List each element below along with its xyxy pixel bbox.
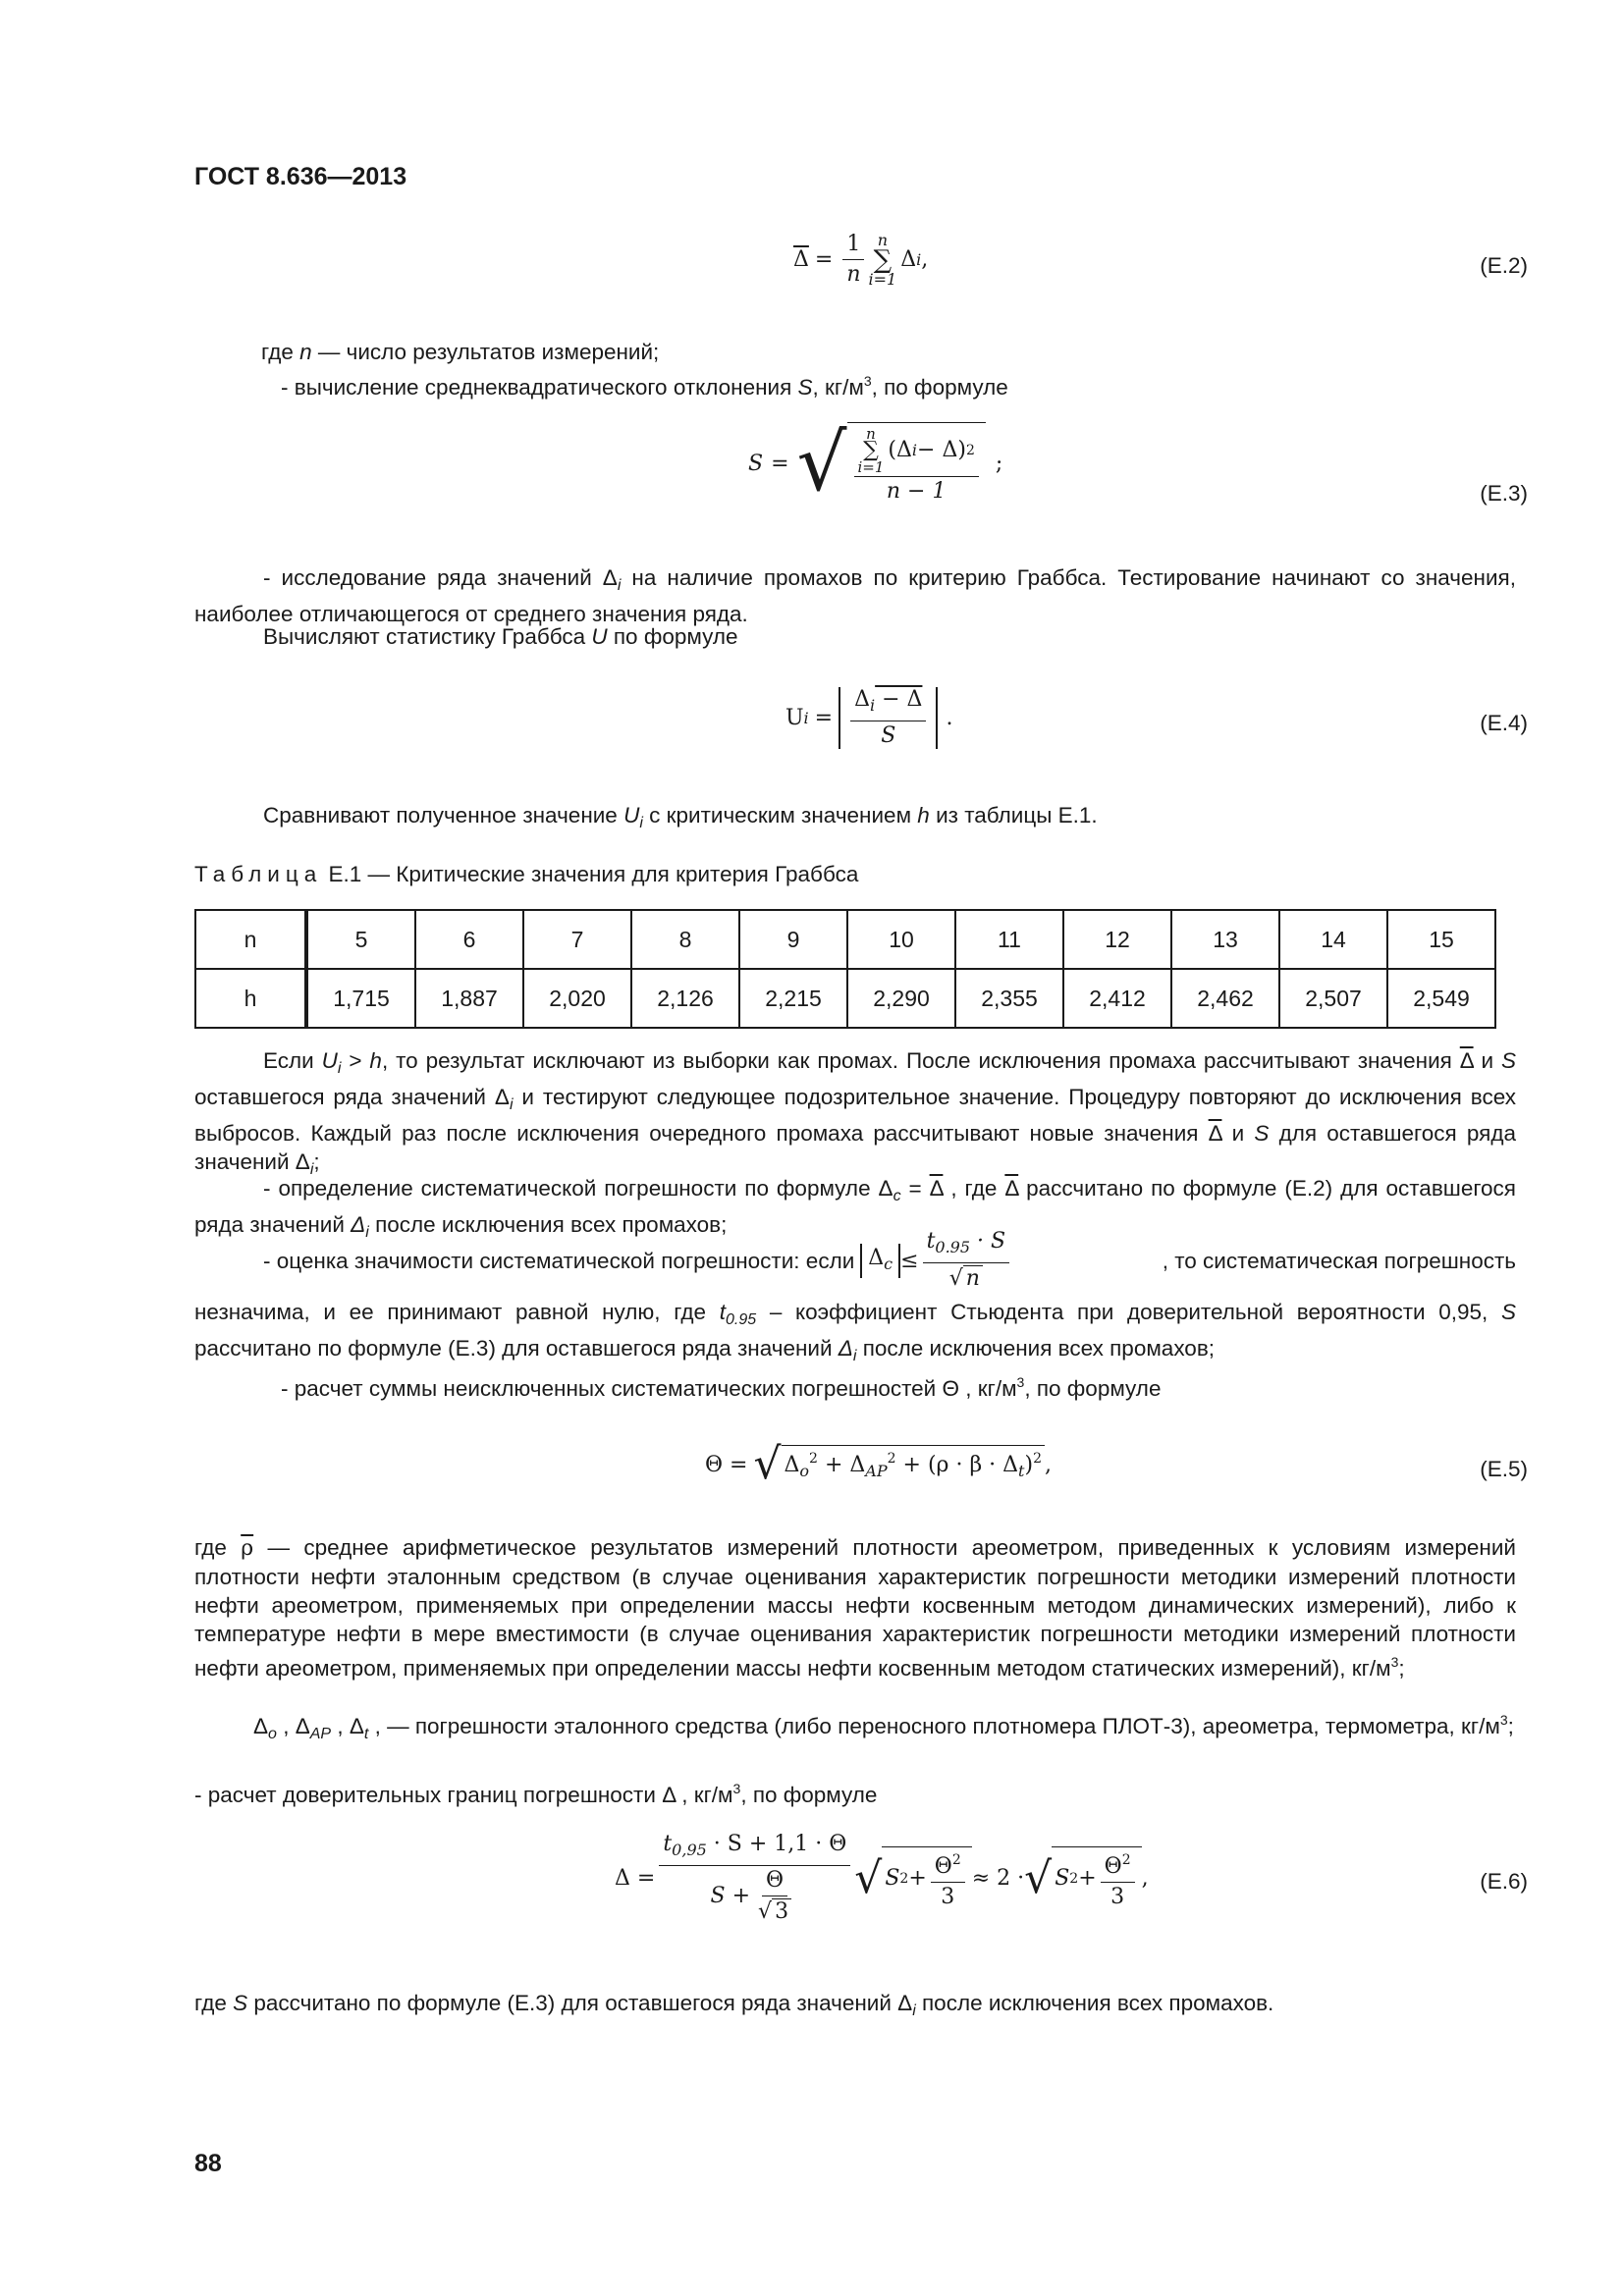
table-cell: n	[195, 910, 306, 969]
eq-e2-coef-num: 1	[842, 232, 864, 260]
table-cell: 13	[1171, 910, 1279, 969]
table-row-n	[195, 910, 1495, 969]
table-cell: 8	[631, 910, 739, 969]
eq-e3-num-expr: (Δ	[888, 438, 912, 462]
paragraph-significance: - оценка значимости систематической погрешности: если $\Delta_c$ ≤ $\frac{t_{0.95} \cdot S}{√ n}$ , то систематическая погрешность	[263, 1229, 1516, 1291]
table-cell: 2,412	[1063, 969, 1171, 1028]
table-cell: 6	[415, 910, 523, 969]
equation-number-e2: (Е.2)	[1480, 253, 1528, 278]
eq-e3-equals: =	[771, 451, 789, 476]
table-cell: 12	[1063, 910, 1171, 969]
table-cell: 1,715	[306, 969, 415, 1028]
eq-e2-tail: ,	[921, 247, 929, 272]
paragraph-outlier-exclusion: Если $U_i > h$, то результат исключают из выборки как промах. После исключения промаха рассчитывают значения $\overline{\Delta}$ и S оставшегося ряда значений $\Delta_i$ и тестируют следующее подозрительное значение. Процедуру повторяют до исключения всех выбросов. Каждый раз после исключения очередного промаха рассчитывают новые значения $\overline{\Delta}$ и S для оставшегося ряда значений $\Delta_i$;	[194, 1048, 1517, 1178]
eq-e4-lhs: U	[785, 706, 804, 730]
equation-number-e6: (Е.6)	[1480, 1869, 1528, 1894]
page-number: 88	[194, 2150, 222, 2177]
equation-e6: Δ = $t_{0,95} \cdot S + 1,1 \cdot \Theta$ S + $\frac{\Theta}{√ 3}$ √ S 2 + $\frac{\Theta^2}{3}$ ≈ 2 · √ S 2 + $\frac{\Theta^2}{3}$ ,	[615, 1832, 1149, 1924]
table-cell: 2,507	[1279, 969, 1387, 1028]
eq-e2-coef-den: n	[846, 262, 861, 287]
paragraph-systematic-error: - определение систематической погрешности по формуле $\Delta_c = \overline{\Delta}$ , где $\overline{\Delta}$ рассчитано по формуле (Е.2) для оставшегося ряда значений $\Delta_i$ после исключения всех промахов;	[194, 1176, 1516, 1241]
paragraph-compare-critical: Сравнивают полученное значение $U_i$ с критическим значением h из таблицы Е.1.	[263, 803, 1098, 831]
table-cell: 11	[955, 910, 1063, 969]
eq-e2-term: Δ	[900, 247, 917, 272]
equation-e5: Θ = √ $\Delta_o^2 + \Delta_{AP}^2 + (\rho \cdot \beta \cdot \Delta_t)^2$ ,	[705, 1439, 1052, 1489]
document-code: ГОСТ 8.636—2013	[194, 163, 407, 190]
table-cell: 5	[306, 910, 415, 969]
table-cell: 7	[523, 910, 631, 969]
eq-e3-tail: ;	[995, 451, 1003, 476]
eq-e2-sum-symbol: ∑	[873, 244, 893, 275]
table-cell: 2,462	[1171, 969, 1279, 1028]
table-cell: 15	[1387, 910, 1495, 969]
eq-e3-sum-bottom: i=1	[857, 458, 885, 476]
table-cell: 2,355	[955, 969, 1063, 1028]
paragraph-n-definition: где n — число результатов измерений;	[261, 340, 660, 364]
table-cell: 14	[1279, 910, 1387, 969]
paragraph-theta-sum: - расчет суммы неисключенных систематических погрешностей Θ , $кг/м^3$, по формуле	[281, 1374, 1162, 1401]
grubbs-critical-table	[194, 909, 1496, 1029]
paragraph-confidence-bounds: - расчет доверительных границ погрешности Δ , $кг/м^3$, по формуле	[194, 1781, 878, 1807]
paragraph-rho-definition: где $\overline{\rho}$ — среднее арифметическое результатов измерений плотности ареометром, приведенных к условиям измерений плотности нефти эталонным средством (в случае оценивания характеристик погрешности методики измерений плотности нефти ареометром, применяемых при определении массы нефти косвенным методом динамических измерений), либо к температуре нефти в мере вместимости (в случае оценивания характеристик погрешности методики измерений плотности нефти ареометром, применяемых при определении массы нефти косвенным методом статических измерений), $кг/м^3$;	[194, 1535, 1516, 1681]
table-cell: 2,215	[739, 969, 847, 1028]
paragraph-s-reference: где S рассчитано по формуле (Е.3) для оставшегося ряда значений $\Delta_i$ после исключения всех промахов.	[194, 1991, 1274, 2019]
eq-e3-sum-top: n	[866, 425, 876, 443]
table-cell: 2,290	[847, 969, 955, 1028]
eq-e2-term-sub: i	[916, 250, 922, 269]
equation-e2: $\overline{\Delta}$ = $\frac{1}{n}$ n ∑ i=1 Δ i ,	[793, 230, 929, 289]
paragraph-student-coefficient: незначима, и ее принимают равной нулю, где $t_{0.95}$ – коэффициент Стьюдента при доверительной вероятности 0,95, S рассчитано по формуле (Е.3) для оставшегося ряда значений $\Delta_i$ после исключения всех промахов;	[194, 1300, 1516, 1364]
equation-e4: U i = $\frac{\Delta_i - \Delta}{S}$ .	[785, 687, 953, 748]
eq-e2-sum-top: n	[877, 230, 888, 249]
paragraph-grubbs-intro: - исследование ряда значений $\Delta_i$ на наличие промахов по критерию Граббса. Тестирование начинают со значения, наиболее отличающегося от среднего значения ряда.	[194, 565, 1516, 626]
eq-e2-lhs: $\overline{\Delta}$	[793, 247, 809, 272]
paragraph-std-deviation: - вычисление среднеквадратического отклонения S, $кг/м^3$, по формуле	[281, 373, 1008, 400]
table-caption: Таблица Е.1 — Критические значения для критерия Граббса	[194, 862, 859, 886]
table-row-h	[195, 969, 1495, 1028]
eq-e2-sum-bottom: i=1	[868, 269, 897, 289]
table-cell: 1,887	[415, 969, 523, 1028]
eq-e4-den: S	[881, 723, 896, 748]
equation-number-e5: (Е.5)	[1480, 1457, 1528, 1481]
equation-e3: S = √ n ∑ i=1 (Δ i − Δ) 2 n − 1 ;	[748, 417, 1003, 508]
paragraph-grubbs-statistic: Вычисляют статистику Граббса U по формуле	[263, 624, 738, 649]
table-cell: 2,020	[523, 969, 631, 1028]
eq-e3-den: n − 1	[886, 479, 947, 504]
table-cell: h	[195, 969, 306, 1028]
table-cell: 2,549	[1387, 969, 1495, 1028]
equation-number-e3: (Е.3)	[1480, 481, 1528, 506]
equation-number-e4: (Е.4)	[1480, 711, 1528, 735]
table-cell: 2,126	[631, 969, 739, 1028]
table-cell: 9	[739, 910, 847, 969]
paragraph-delta-definitions: $\Delta_o$ , $\Delta_{AP}$ , $\Delta_t$ , — погрешности эталонного средства (либо переносного плотномера ПЛОТ-3), ареометра, термометра, $кг/м^3$;	[253, 1712, 1514, 1742]
eq-e3-lhs: S	[748, 451, 764, 476]
table-cell: 10	[847, 910, 955, 969]
